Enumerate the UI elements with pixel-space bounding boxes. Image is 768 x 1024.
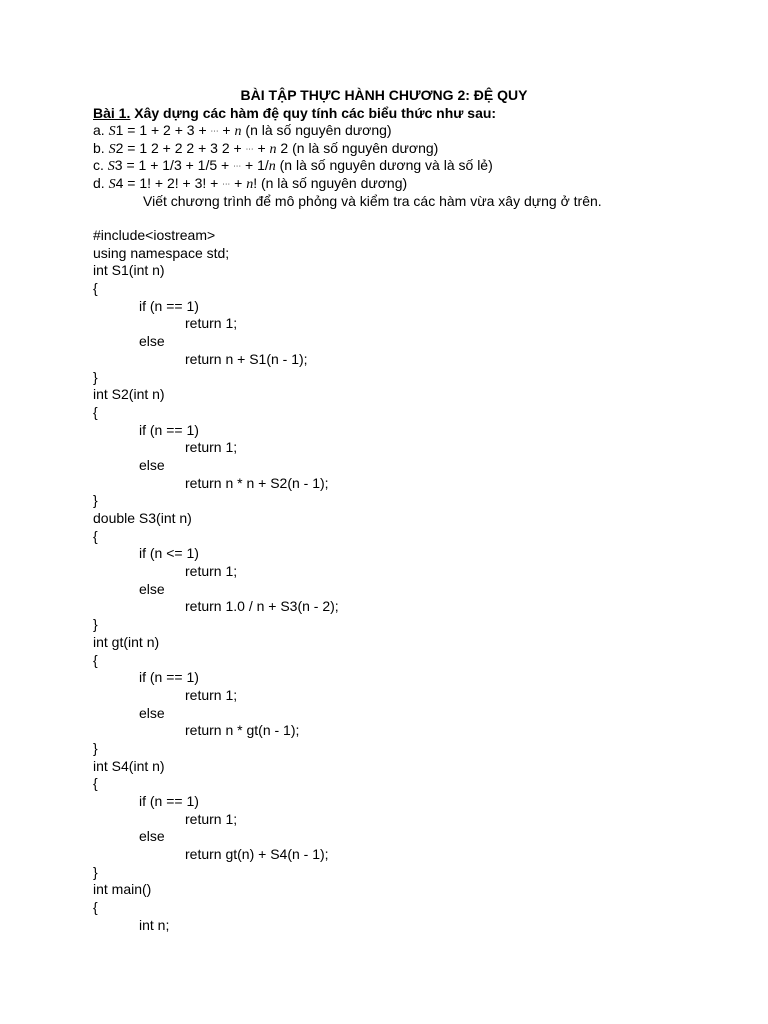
- code-line: return 1;: [185, 439, 238, 456]
- code-line: }: [93, 492, 98, 509]
- exercise-item-a: [93, 122, 493, 140]
- exercise-heading: [93, 104, 496, 122]
- item-tail: ! (n là số nguyên dương): [253, 174, 408, 191]
- code-line: return 1;: [185, 810, 238, 827]
- code-line: int S2(int n): [93, 386, 165, 403]
- code-line: if (n == 1): [139, 297, 199, 314]
- item-tail: 2 (n là số nguyên dương): [276, 139, 439, 156]
- item-body: 1 = 1 + 2 + 3 +: [115, 122, 211, 138]
- item-ellipsis: ···: [245, 144, 254, 154]
- code-line: int gt(int n): [93, 633, 160, 650]
- code-line: else: [139, 333, 165, 350]
- exercise-items: [93, 122, 493, 192]
- code-line: if (n == 1): [139, 793, 199, 809]
- code-line: {: [93, 403, 98, 420]
- code-line: if (n == 1): [139, 421, 199, 438]
- item-ellipsis: ···: [210, 126, 219, 136]
- code-line: if (n <= 1): [139, 545, 199, 562]
- exercise-label: Bài 1.: [93, 105, 131, 121]
- item-mid: +: [218, 122, 235, 138]
- code-line: }: [93, 863, 98, 880]
- code-line: }: [93, 616, 98, 633]
- code-line: #include<iostream>: [93, 227, 216, 243]
- code-line: else: [139, 456, 165, 473]
- code-line: return n * gt(n - 1);: [185, 722, 300, 739]
- item-n: n: [269, 141, 277, 157]
- page-title: BÀI TẬP THỰC HÀNH CHƯƠNG 2: ĐỆ QUY: [240, 87, 528, 103]
- item-n: n: [246, 176, 254, 192]
- code-line: int S1(int n): [93, 262, 165, 279]
- code-line: else: [139, 580, 165, 597]
- code-line: return n + S1(n - 1);: [185, 350, 308, 367]
- code-line: return n * n + S2(n - 1);: [185, 474, 329, 491]
- code-line: }: [93, 739, 98, 756]
- code-line: return gt(n) + S4(n - 1);: [185, 846, 329, 863]
- item-prefix: c.: [93, 157, 108, 173]
- item-body: 2 = 1 2 + 2 2 + 3 2 +: [115, 139, 246, 156]
- item-var: S: [107, 159, 115, 174]
- item-tail: (n là số nguyên dương): [241, 122, 392, 138]
- code-line: else: [139, 704, 165, 721]
- code-line: return 1;: [185, 315, 238, 332]
- code-listing: [93, 227, 339, 935]
- item-mid: +: [230, 174, 247, 191]
- item-var: S: [108, 176, 116, 192]
- code-line: using namespace std;: [93, 244, 230, 261]
- code-line: }: [93, 368, 98, 385]
- item-tail: (n là số nguyên dương và là số lẻ): [275, 157, 493, 173]
- code-line: {: [93, 651, 98, 668]
- code-line: int main(): [93, 881, 152, 898]
- item-prefix: d.: [93, 174, 109, 191]
- code-line: int S4(int n): [93, 757, 165, 774]
- code-line: {: [93, 775, 98, 792]
- item-prefix: b.: [93, 139, 109, 156]
- code-line: return 1;: [185, 563, 238, 580]
- code-line: return 1.0 / n + S3(n - 2);: [185, 598, 339, 615]
- item-mid: +: [253, 139, 270, 156]
- code-line: return 1;: [185, 686, 238, 703]
- item-var: S: [108, 141, 116, 157]
- exercise-heading-text: Xây dựng các hàm đệ quy tính các biểu thức như sau:: [130, 105, 497, 121]
- item-mid: + 1/: [241, 157, 269, 173]
- exercise-item-b: [93, 140, 493, 158]
- item-var: S: [108, 124, 116, 139]
- code-line: {: [93, 527, 98, 544]
- item-body: 4 = 1! + 2! + 3! +: [115, 174, 223, 191]
- instruction-text: Viết chương trình để mô phỏng và kiểm tra các hàm vừa xây dựng ở trên.: [143, 193, 602, 209]
- code-line: {: [93, 280, 98, 297]
- item-n: n: [234, 124, 242, 139]
- item-prefix: a.: [93, 122, 109, 138]
- code-line: double S3(int n): [93, 510, 192, 526]
- exercise-item-c: [93, 157, 493, 175]
- code-line: {: [93, 899, 98, 916]
- code-line: else: [139, 828, 165, 845]
- code-line: if (n == 1): [139, 669, 199, 686]
- item-ellipsis: ···: [233, 161, 242, 171]
- code-line: int n;: [139, 916, 170, 933]
- item-ellipsis: ···: [222, 179, 231, 189]
- item-body: 3 = 1 + 1/3 + 1/5 +: [114, 157, 234, 173]
- item-n: n: [268, 159, 276, 174]
- exercise-item-d: [93, 175, 493, 193]
